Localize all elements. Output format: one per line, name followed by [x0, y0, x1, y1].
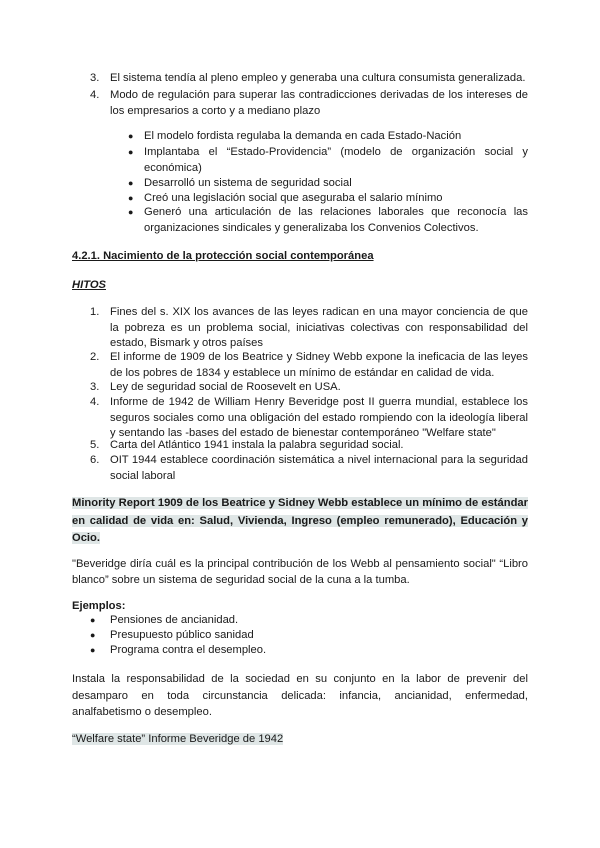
list-item: [90, 350, 528, 381]
item-text: Pensiones de ancianidad.: [110, 614, 239, 626]
list-item: [90, 71, 528, 87]
item-number: 3.: [90, 381, 100, 393]
section-heading: 4.2.1. Nacimiento de la protección social contemporánea: [72, 250, 374, 262]
list-item: [90, 305, 528, 352]
item-number: 1.: [90, 306, 100, 318]
item-text: Fines del s. XIX los avances de las leyes radican en una mayor conciencia de que la pobreza es un problema social, iniciativas colectivas con responsabilidad del estado, Bismark y otros países: [110, 306, 528, 350]
item-text: El modelo fordista regulaba la demanda en cada Estado-Nación: [144, 130, 462, 142]
list-item: [128, 129, 528, 145]
minority-report-paragraph: [72, 495, 528, 548]
item-text: Desarrolló un sistema de seguridad social: [144, 177, 352, 189]
welfare-state-line: [72, 732, 528, 748]
responsibility-paragraph: Instala la responsabilidad de la sociedad en su conjunto en la labor de prevenir del desamparo en toda circunstancia delicada: infancia, ancianidad, enfermedad, analfabetismo o desempleo.: [72, 673, 528, 718]
bullet-icon: ●: [128, 207, 134, 217]
list-item: [128, 176, 528, 192]
item-text: El informe de 1909 de los Beatrice y Sidney Webb expone la ineficacia de las leyes de los pobres de 1834 y establece un mínimo de estándar en calidad de vida.: [110, 351, 528, 379]
item-number: 2.: [90, 351, 100, 363]
bullet-icon: ●: [128, 178, 134, 188]
list-item: [90, 380, 528, 396]
item-text: Implantaba el “Estado-Providencia” (modelo de organización social y económica): [144, 146, 528, 174]
item-text: Informe de 1942 de William Henry Beveridge post II guerra mundial, establece los seguros sociales como una obligación del estado rompiendo con la ideología liberal y sentando las -bases del estado de bienestar contemporáneo "Welfare state": [110, 396, 528, 440]
bullet-icon: ●: [128, 131, 134, 141]
list-item: [90, 395, 528, 442]
item-text: Modo de regulación para superar las contradicciones derivadas de los intereses de los empresarios a corto y a mediano plazo: [110, 89, 528, 117]
item-text: Programa contra el desempleo.: [110, 644, 267, 656]
item-text: Generó una articulación de las relaciones laborales que reconocía las organizaciones sindicales y generalizaba los Convenios Colectivos.: [144, 206, 528, 234]
list-item: [90, 643, 510, 659]
item-number: 5.: [90, 439, 100, 451]
bullet-icon: ●: [128, 193, 134, 203]
item-number: 4.: [90, 89, 100, 101]
list-item: [90, 628, 510, 644]
item-text: Presupuesto público sanidad: [110, 629, 254, 641]
list-item: [90, 613, 510, 629]
ejemplos-label: Ejemplos:: [72, 600, 126, 612]
item-text: Creó una legislación social que aseguraba el salario mínimo: [144, 192, 443, 204]
bullet-icon: ●: [128, 147, 134, 157]
item-number: 6.: [90, 454, 100, 466]
welfare-state-text: “Welfare state” Informe Beveridge de 1942: [72, 733, 284, 745]
item-text: OIT 1944 establece coordinación sistemática a nivel internacional para la seguridad social laboral: [110, 454, 528, 482]
item-text: Carta del Atlántico 1941 instala la palabra seguridad social.: [110, 439, 404, 451]
list-item: [90, 453, 528, 484]
item-number: 3.: [90, 72, 100, 84]
hitos-label: HITOS: [72, 279, 106, 291]
list-item: [128, 145, 528, 176]
item-number: 4.: [90, 396, 100, 408]
item-text: El sistema tendía al pleno empleo y generaba una cultura consumista generalizada.: [110, 72, 526, 84]
bullet-icon: ●: [90, 615, 96, 625]
item-text: Ley de seguridad social de Roosevelt en USA.: [110, 381, 341, 393]
list-item: [128, 205, 528, 236]
beveridge-quote: "Beveridge diría cuál es la principal contribución de los Webb al pensamiento social" “Libro blanco” sobre un sistema de seguridad social de la cuna a la tumba.: [72, 558, 528, 586]
bullet-icon: ●: [90, 630, 96, 640]
list-item: [90, 88, 528, 119]
minority-report-text: Minority Report 1909 de los Beatrice y Sidney Webb establece un mínimo de estándar en calidad de vida en: Salud, Vivienda, Ingreso (empleo remunerado), Educación y Ocio.: [72, 497, 528, 544]
bullet-icon: ●: [90, 645, 96, 655]
list-item: [90, 438, 528, 454]
